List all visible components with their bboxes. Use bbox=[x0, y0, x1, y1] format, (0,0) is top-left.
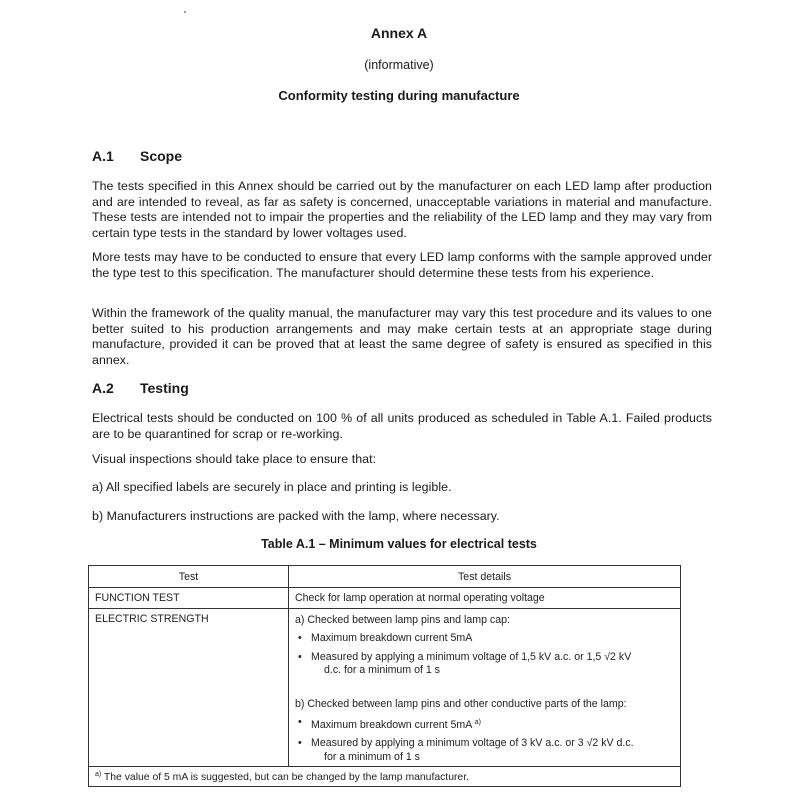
bullet-text-continued: for a minimum of 1 s bbox=[324, 750, 420, 763]
bullet-item bbox=[295, 716, 674, 733]
testing-paragraph-2: Visual inspections should take place to ensure that: bbox=[92, 452, 377, 466]
annex-type: (informative) bbox=[364, 58, 434, 72]
testing-item-b: b) Manufacturers instructions are packed with the lamp, where necessary. bbox=[92, 509, 500, 523]
scan-speck bbox=[184, 11, 186, 13]
part-a-intro: a) Checked between lamp pins and lamp cap: bbox=[295, 614, 510, 626]
table-footnote-row bbox=[89, 767, 681, 787]
test-name: FUNCTION TEST bbox=[89, 588, 289, 609]
test-name: ELECTRIC STRENGTH bbox=[89, 609, 289, 767]
table-footnote bbox=[89, 767, 681, 787]
testing-paragraph-1: Electrical tests should be conducted on 100 % of all units produced as scheduled in Table A.1. Failed products are to be quarantined for scrap or re-working. bbox=[92, 411, 712, 441]
section-number: A.2 bbox=[92, 380, 114, 396]
section-heading-scope bbox=[92, 148, 182, 164]
bullet-item bbox=[295, 737, 674, 764]
scope-paragraph-1: The tests specified in this Annex should be carried out by the manufacturer on each LED lamp after production and are intended to reveal, as far as safety is concerned, unacceptable variations in material and manufacture. These tests are intended not to impair the properties and the reliability of the LED lamp and they may vary from certain type tests in the standard by lower voltages used. bbox=[92, 179, 712, 240]
bullet-text-continued: d.c. for a minimum of 1 s bbox=[324, 664, 440, 676]
annex-title: Annex A bbox=[370, 25, 428, 41]
annex-heading: Conformity testing during manufacture bbox=[278, 88, 520, 103]
scope-paragraph-2: More tests may have to be conducted to ensure that every LED lamp conforms with the sample approved under the type test to this specification. The manufacturer should determine these tests from his experience. bbox=[92, 250, 712, 280]
scope-paragraph-3: Within the framework of the quality manual, the manufacturer may vary this test procedure and its values to one better suited to his production arrangements and may make certain tests at an appropriate stage during manufacture, provided it can be proved that at least the same degree of safety is ensured as specified in this annex. bbox=[92, 306, 712, 367]
bullet-icon: • bbox=[298, 715, 302, 728]
table-row bbox=[89, 609, 681, 767]
header-test-details: Test details bbox=[289, 566, 681, 588]
bullet-text: Measured by applying a minimum voltage of 3 kV a.c. or 3 √2 kV d.c. bbox=[311, 737, 634, 749]
bullet-text: Maximum breakdown current 5mA bbox=[311, 632, 473, 644]
table-row bbox=[89, 588, 681, 609]
footnote-marker: a) bbox=[95, 770, 102, 778]
section-title: Scope bbox=[140, 148, 183, 164]
test-details bbox=[289, 609, 681, 767]
test-details: Check for lamp operation at normal operating voltage bbox=[289, 588, 681, 609]
section-heading-testing bbox=[92, 380, 189, 396]
testing-item-a: a) All specified labels are securely in place and printing is legible. bbox=[92, 480, 452, 494]
section-number: A.1 bbox=[92, 148, 114, 164]
header-test: Test bbox=[89, 566, 289, 588]
footnote-text: The value of 5 mA is suggested, but can be changed by the lamp manufacturer. bbox=[101, 771, 469, 783]
footnote-reference: a) bbox=[474, 718, 481, 726]
electrical-tests-table bbox=[88, 565, 681, 787]
table-header-row bbox=[89, 566, 681, 588]
details-part-b bbox=[295, 697, 674, 765]
spacer bbox=[295, 683, 674, 697]
bullet-icon: • bbox=[298, 737, 302, 749]
bullet-text: Measured by applying a minimum voltage of 1,5 kV a.c. or 1,5 √2 kV bbox=[311, 650, 632, 663]
details-part-a bbox=[295, 609, 674, 678]
bullet-icon: • bbox=[298, 650, 302, 663]
bullet-item bbox=[295, 651, 674, 678]
bullet-item bbox=[295, 632, 674, 646]
bullet-icon: • bbox=[298, 632, 302, 644]
part-b-intro: b) Checked between lamp pins and other conductive parts of the lamp: bbox=[295, 697, 627, 710]
section-title: Testing bbox=[140, 380, 189, 396]
table-caption: Table A.1 – Minimum values for electrical tests bbox=[261, 537, 537, 551]
bullet-text: Maximum breakdown current 5mA bbox=[311, 718, 472, 731]
